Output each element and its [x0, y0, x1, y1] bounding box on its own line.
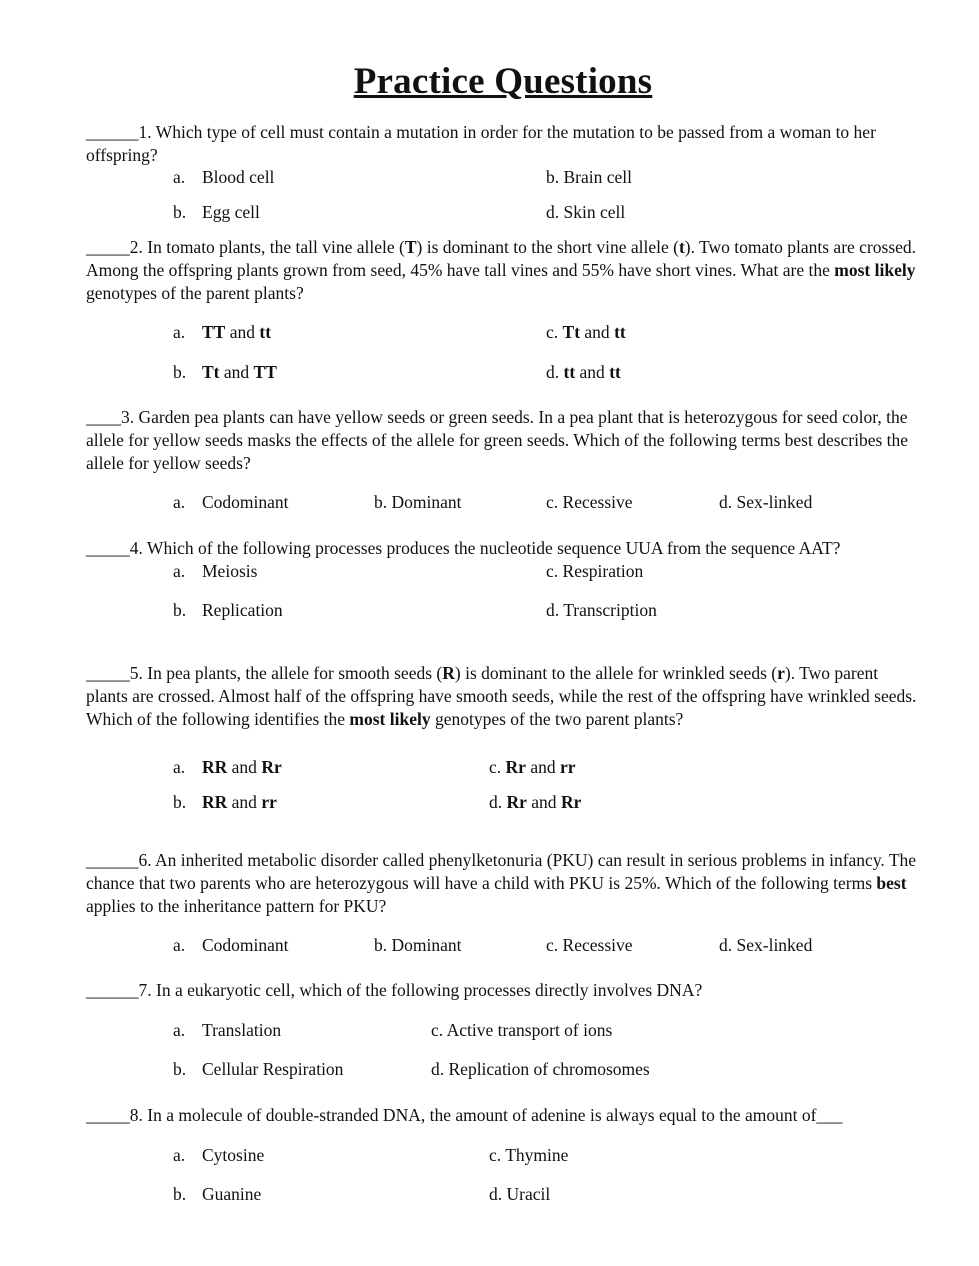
q5-option-a[interactable] — [173, 756, 282, 779]
q1-option-c[interactable] — [173, 201, 260, 224]
question-8 — [86, 1104, 936, 1127]
q5-option-b[interactable] — [173, 791, 277, 814]
option-letter: a. — [173, 935, 186, 955]
option-letter: b. — [374, 935, 388, 955]
conjunction: and — [231, 757, 257, 777]
q5-option-d[interactable] — [489, 791, 581, 814]
option-text: Dominant — [391, 935, 462, 955]
q6-option-b[interactable] — [374, 934, 462, 957]
conjunction: and — [530, 757, 556, 777]
allele-symbol: r — [777, 663, 785, 683]
q2-option-b[interactable] — [173, 361, 277, 384]
genotype: Rr — [560, 792, 582, 812]
question-text: _____8. In a molecule of double-stranded DNA, the amount of adenine is always equal to the amount of___ — [86, 1105, 843, 1125]
option-text: Recessive — [562, 492, 633, 512]
option-letter: a. — [173, 1020, 186, 1040]
q6-option-a[interactable] — [173, 934, 289, 957]
option-letter: b. — [173, 1184, 187, 1204]
genotype: Tt — [202, 362, 220, 382]
question-text: _____2. In tomato plants, the tall vine allele ( — [86, 237, 405, 257]
q8-option-d[interactable] — [489, 1183, 550, 1206]
option-text: Codominant — [202, 935, 289, 955]
option-text: Cytosine — [202, 1145, 265, 1165]
question-5 — [86, 662, 921, 731]
genotype: TT — [253, 362, 277, 382]
question-text: ______6. An inherited metabolic disorder called phenylketonuria (PKU) can result in serious problems in infancy. The chance that two parents who are heterozygous will have a child with PKU is 25%. Which of the following terms — [86, 850, 917, 893]
question-4 — [86, 537, 936, 560]
q4-option-a[interactable] — [173, 560, 257, 583]
question-text: applies to the inheritance pattern for PKU? — [86, 896, 387, 916]
question-2 — [86, 236, 921, 305]
question-7 — [86, 979, 921, 1002]
emphasis-text: best — [876, 873, 907, 893]
question-6 — [86, 849, 921, 918]
q4-option-c[interactable] — [546, 560, 643, 583]
genotype: tt — [563, 362, 576, 382]
option-letter: c. — [546, 935, 559, 955]
genotype: Rr — [506, 792, 527, 812]
option-text: Replication of chromosomes — [448, 1059, 650, 1079]
question-text: _____4. Which of the following processes produces the nucleotide sequence UUA from the sequence AAT? — [86, 538, 841, 558]
q3-option-d[interactable] — [719, 491, 812, 514]
genotype: tt — [609, 362, 621, 382]
question-text: ____3. Garden pea plants can have yellow seeds or green seeds. In a pea plant that is heterozygous for seed color, the allele for yellow seeds masks the effects of the allele for green seeds. Which of the following terms best describes the allele for yellow seeds? — [86, 407, 909, 473]
question-text: Which of the following identifies the — [86, 709, 350, 729]
genotype: TT — [202, 322, 226, 342]
q3-option-b[interactable] — [374, 491, 462, 514]
option-letter: a. — [173, 1145, 186, 1165]
question-text: ) is dominant to the allele for wrinkled seeds ( — [454, 663, 778, 683]
question-1 — [86, 121, 921, 167]
q4-option-d[interactable] — [546, 599, 657, 622]
q2-option-a[interactable] — [173, 321, 271, 344]
q1-option-b[interactable] — [546, 166, 632, 189]
conjunction: and — [531, 792, 557, 812]
q3-option-c[interactable] — [546, 491, 633, 514]
question-text: genotypes of the parent plants? — [86, 283, 304, 303]
option-letter: c. — [546, 561, 559, 581]
option-text: Replication — [202, 600, 283, 620]
q1-option-d[interactable] — [546, 201, 625, 224]
option-text: Blood cell — [202, 167, 275, 187]
option-letter: b. — [546, 167, 560, 187]
option-letter: b. — [173, 792, 187, 812]
option-letter: d. — [489, 1184, 503, 1204]
option-letter: d. — [719, 492, 733, 512]
genotype: RR — [202, 792, 228, 812]
q7-option-a[interactable] — [173, 1019, 281, 1042]
option-text: Active transport of ions — [446, 1020, 613, 1040]
option-text: Brain cell — [563, 167, 633, 187]
allele-symbol: T — [404, 237, 417, 257]
option-text: Guanine — [202, 1184, 262, 1204]
option-letter: b. — [173, 202, 187, 222]
option-text: Recessive — [562, 935, 633, 955]
option-letter: a. — [173, 492, 186, 512]
option-text: Cellular Respiration — [202, 1059, 344, 1079]
option-text: Codominant — [202, 492, 289, 512]
option-letter: a. — [173, 167, 186, 187]
conjunction: and — [229, 322, 256, 342]
q6-option-c[interactable] — [546, 934, 633, 957]
option-text: Skin cell — [563, 202, 626, 222]
option-text: Sex-linked — [736, 935, 813, 955]
question-text: genotypes of the two parent plants? — [430, 709, 684, 729]
genotype: tt — [259, 322, 272, 342]
option-letter: d. — [546, 202, 560, 222]
genotype: Tt — [562, 322, 581, 342]
q7-option-c[interactable] — [431, 1019, 612, 1042]
option-letter: b. — [173, 362, 187, 382]
genotype: rr — [261, 792, 277, 812]
option-text: Meiosis — [202, 561, 258, 581]
option-text: Egg cell — [202, 202, 260, 222]
q5-option-c[interactable] — [489, 756, 576, 779]
genotype: tt — [614, 322, 626, 342]
option-letter: a. — [173, 561, 186, 581]
conjunction: and — [584, 322, 610, 342]
option-letter: d. — [719, 935, 733, 955]
q3-option-a[interactable] — [173, 491, 289, 514]
conjunction: and — [231, 792, 257, 812]
conjunction: and — [223, 362, 250, 382]
genotype: RR — [202, 757, 228, 777]
option-letter: d. — [431, 1059, 445, 1079]
option-text: Respiration — [562, 561, 644, 581]
option-letter: c. — [489, 1145, 502, 1165]
option-text: Transcription — [563, 600, 657, 620]
q7-option-b[interactable] — [173, 1058, 343, 1081]
question-text: ). Two parent plants are crossed. Almost half of the offspring have smooth seeds, while the rest of the offspring have wrinkled seeds. — [86, 663, 917, 706]
question-text: ______7. In a eukaryotic cell, which of the following processes directly involves DNA? — [86, 980, 703, 1000]
question-text: _____5. In pea plants, the allele for smooth seeds ( — [86, 663, 443, 683]
q8-option-b[interactable] — [173, 1183, 261, 1206]
q2-option-c[interactable] — [546, 321, 626, 344]
option-letter: a. — [173, 322, 186, 342]
option-text: Uracil — [506, 1184, 551, 1204]
allele-symbol: t — [678, 237, 685, 257]
option-letter: c. — [431, 1020, 444, 1040]
option-letter: b. — [173, 1059, 187, 1079]
option-letter: d. — [546, 362, 560, 382]
option-text: Dominant — [391, 492, 462, 512]
option-letter: a. — [173, 757, 186, 777]
q1-option-a[interactable] — [173, 166, 274, 189]
genotype: Rr — [505, 757, 526, 777]
q8-option-c[interactable] — [489, 1144, 568, 1167]
emphasis-text: most likely — [349, 709, 431, 729]
emphasis-text: most likely — [834, 260, 916, 280]
question-3 — [86, 406, 921, 475]
page-title: Practice Questions — [353, 61, 653, 102]
q6-option-d[interactable] — [719, 934, 812, 957]
allele-symbol: R — [442, 663, 455, 683]
genotype: Rr — [261, 757, 282, 777]
option-letter: c. — [489, 757, 502, 777]
q8-option-a[interactable] — [173, 1144, 264, 1167]
option-letter: d. — [489, 792, 503, 812]
question-text: ______1. Which type of cell must contain a mutation in order for the mutation to be passed from a woman to her offspring? — [86, 122, 876, 165]
conjunction: and — [579, 362, 605, 382]
genotype: rr — [559, 757, 576, 777]
q4-option-b[interactable] — [173, 599, 283, 622]
option-letter: c. — [546, 322, 559, 342]
option-letter: b. — [173, 600, 187, 620]
question-text: ) is dominant to the short vine allele ( — [416, 237, 679, 257]
option-letter: d. — [546, 600, 560, 620]
option-text: Thymine — [505, 1145, 569, 1165]
q2-option-d[interactable] — [546, 361, 621, 384]
q7-option-d[interactable] — [431, 1058, 650, 1081]
question-text: ). Two tomato plants are crossed. Among the offspring plants grown from seed, 45% have tall vines and 55% have short vines. What are the — [86, 237, 917, 280]
option-text: Sex-linked — [736, 492, 813, 512]
option-letter: b. — [374, 492, 388, 512]
option-text: Translation — [202, 1020, 282, 1040]
option-letter: c. — [546, 492, 559, 512]
